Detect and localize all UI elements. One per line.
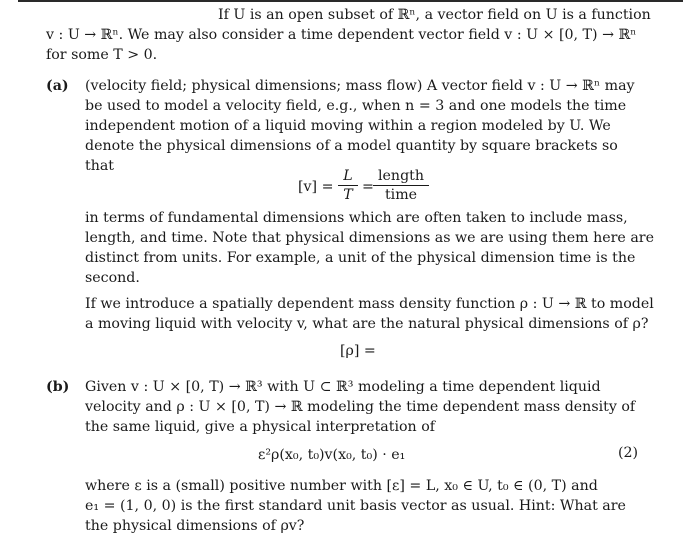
part-a-line-4: denote the physical dimensions of a model quantity by square brackets so: [85, 138, 618, 154]
part-a-line-5: that: [85, 158, 114, 174]
intro-line-3: for some T > 0.: [46, 47, 158, 63]
eq-velocity-lhs: [v] =: [298, 179, 334, 195]
part-a-line-2: be used to model a velocity field, e.g., when n = 3 and one models the time: [85, 98, 627, 114]
part-b-line-4: where ε is a (small) positive number with [ε] = L, x₀ ∈ U, t₀ ∈ (0, T) and: [85, 478, 598, 494]
part-a-line-7: length, and time. Note that physical dimensions as we are using them here are: [85, 230, 654, 246]
eq-velocity-fraction-1: [338, 167, 358, 204]
intro-line-2: v : U → ℝⁿ. We may also consider a time dependent vector field v : U × [0, T) → ℝⁿ: [46, 27, 637, 43]
part-b-line-3: the same liquid, give a physical interpretation of: [85, 419, 435, 435]
part-b-line-6: the physical dimensions of ρv?: [85, 518, 305, 534]
fraction-1-denominator: T: [343, 187, 353, 203]
part-a-line-10: If we introduce a spatially dependent mass density function ρ : U → ℝ to model: [85, 296, 654, 312]
part-b-line-2: velocity and ρ : U × [0, T) → ℝ modeling the time dependent mass density of: [85, 399, 636, 415]
part-a-label: (a): [46, 78, 69, 94]
part-a-line-1: (velocity field; physical dimensions; mass flow) A vector field v : U → ℝⁿ may: [85, 78, 635, 94]
part-a-line-9: second.: [85, 270, 140, 286]
part-a-line-8: distinct from units. For example, a unit of the physical dimension time is the: [85, 250, 636, 266]
eq-velocity-fraction-2: [373, 167, 429, 204]
eq-velocity-equals: =: [362, 179, 374, 195]
part-a-line-3: independent motion of a liquid moving within a region modeled by U. We: [85, 118, 611, 134]
eq-interpretation: ε²ρ(x₀, t₀)v(x₀, t₀) · e₁: [258, 447, 406, 463]
part-b-line-1: Given v : U × [0, T) → ℝ³ with U ⊂ ℝ³ modeling a time dependent liquid: [85, 379, 601, 395]
intro-line-1: If U is an open subset of ℝⁿ, a vector field on U is a function: [218, 7, 651, 23]
fraction-1-numerator: L: [338, 167, 358, 186]
part-b-label: (b): [46, 379, 70, 395]
eq-rho: [ρ] =: [340, 343, 376, 359]
equation-number: (2): [618, 445, 639, 461]
top-rule: [18, 0, 683, 2]
part-a-line-6: in terms of fundamental dimensions which are often taken to include mass,: [85, 210, 628, 226]
part-b-line-5: e₁ = (1, 0, 0) is the first standard unit basis vector as usual. Hint: What are: [85, 498, 626, 514]
fraction-2-numerator: length: [373, 167, 429, 186]
fraction-2-denominator: time: [384, 187, 418, 203]
part-a-line-11: a moving liquid with velocity v, what are the natural physical dimensions of ρ?: [85, 316, 649, 332]
